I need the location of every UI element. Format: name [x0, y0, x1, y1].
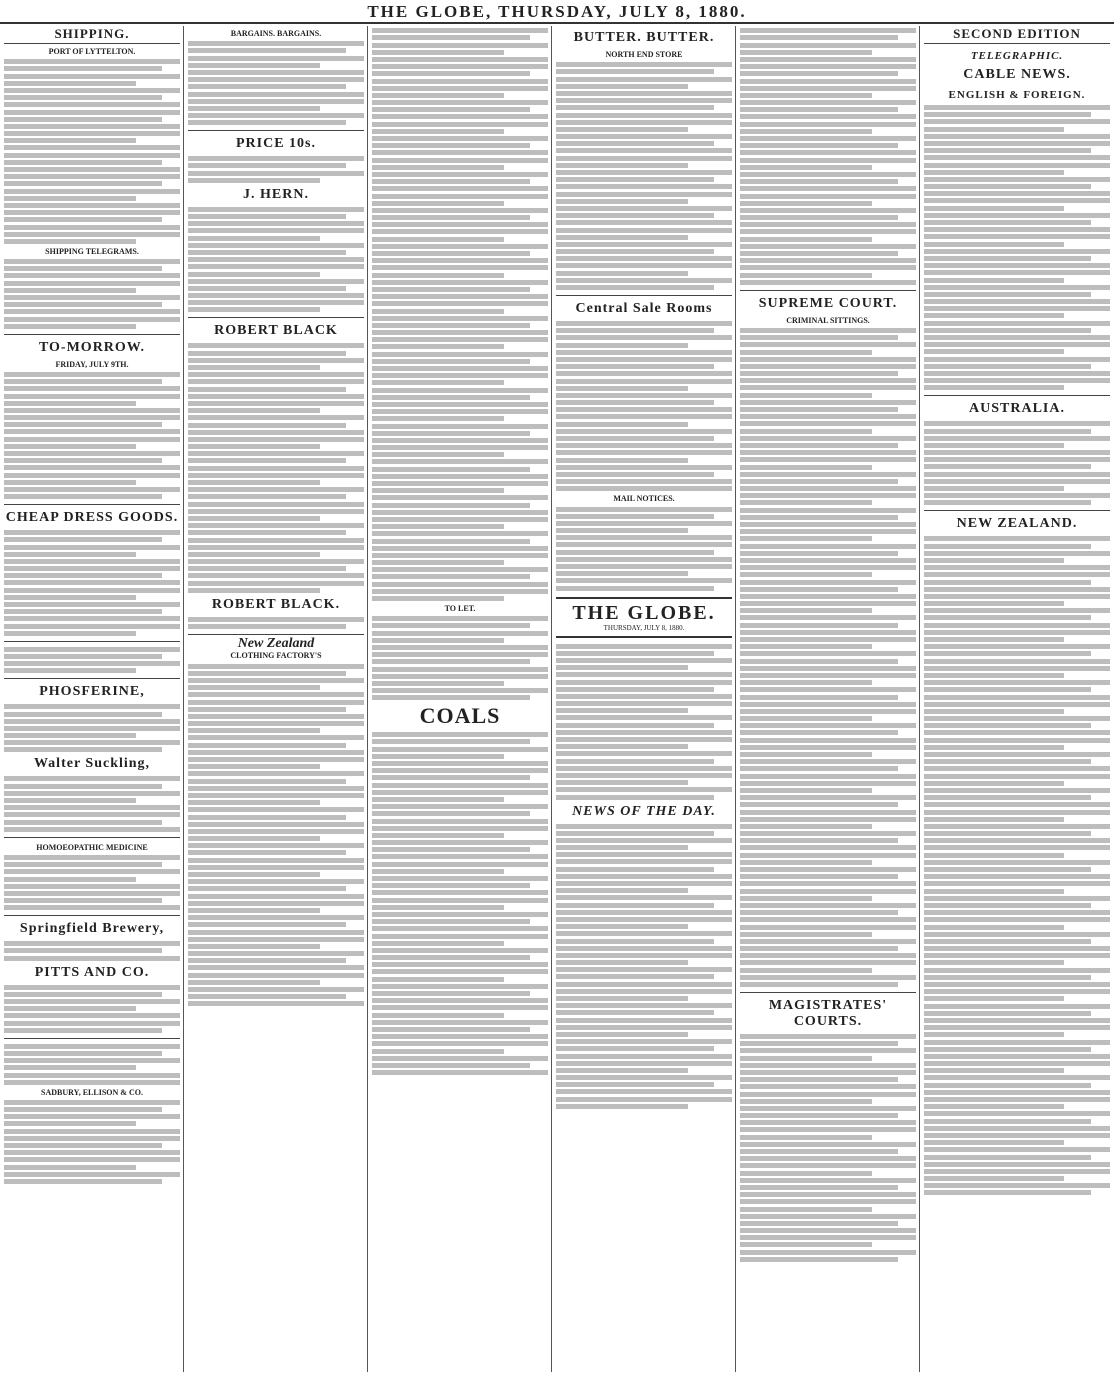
bargains-heading: BARGAINS. BARGAINS. — [230, 29, 322, 38]
sadbury-heading: SADBURY, ELLISON & CO. — [41, 1087, 143, 1097]
north-end-store-heading: NORTH END STORE — [605, 50, 683, 59]
butter-heading: BUTTER. BUTTER. — [573, 30, 715, 45]
column-5 — [740, 26, 916, 1372]
to-morrow-heading: TO-MORROW. — [38, 339, 146, 355]
second-edition-heading: SECOND EDITION — [924, 26, 1110, 44]
the-globe-date: THURSDAY, JULY 8, 1880. — [603, 623, 685, 632]
column-rule — [183, 26, 184, 1372]
column-4 — [556, 26, 732, 1372]
robert-black-heading: ROBERT BLACK — [214, 323, 338, 339]
australia-heading: AUSTRALIA. — [969, 401, 1065, 417]
column-rule — [551, 26, 552, 1372]
the-globe-title: THE GLOBE. — [572, 601, 716, 624]
to-let-heading: TO LET. — [444, 604, 476, 613]
cable-news-heading: CABLE NEWS. — [963, 67, 1071, 82]
central-sale-rooms-heading: Central Sale Rooms — [575, 301, 713, 316]
column-2 — [188, 26, 364, 1372]
column-3 — [372, 26, 548, 1372]
column-rule — [735, 26, 736, 1372]
magistrates-courts-heading: MAGISTRATES' COURTS. — [768, 998, 888, 1029]
price-heading: PRICE 10s. — [235, 136, 316, 152]
robert-black-2-heading: ROBERT BLACK. — [211, 596, 341, 612]
criminal-sittings-heading: CRIMINAL SITTINGS. — [786, 315, 870, 325]
coals-heading: COALS — [419, 703, 501, 729]
pitts-heading: PITTS AND CO. — [34, 964, 150, 980]
the-globe-banner — [556, 597, 732, 638]
column-rule — [919, 26, 920, 1372]
nz-clothing-heading-2: CLOTHING FACTORY'S — [230, 651, 322, 661]
shipping-telegrams-heading: SHIPPING TELEGRAMS. — [45, 246, 139, 256]
mail-notices-heading: MAIL NOTICES. — [613, 494, 675, 504]
new-zealand-heading: NEW ZEALAND. — [956, 516, 1078, 532]
springfield-heading: Springfield Brewery, — [19, 921, 165, 937]
newspaper-title: THE GLOBE, THURSDAY, JULY 8, 1880. — [367, 2, 747, 21]
masthead — [0, 0, 1114, 24]
walter-suckling-heading: Walter Suckling, — [33, 756, 151, 772]
port-heading: PORT OF LYTTELTON. — [48, 47, 136, 56]
phosferine-heading: PHOSFERINE, — [39, 684, 145, 700]
shipping-heading: SHIPPING. — [4, 26, 180, 44]
news-of-the-day-heading: NEWS OF THE DAY. — [572, 803, 716, 819]
nz-clothing-heading-1: New Zealand — [237, 636, 315, 651]
column-rule — [367, 26, 368, 1372]
homoeopathic-heading: HOMOEOPATHIC MEDICINE — [36, 842, 148, 852]
telegraphic-heading: TELEGRAPHIC. — [970, 50, 1064, 62]
cheap-dress-goods-heading: CHEAP DRESS GOODS. — [5, 510, 179, 526]
supreme-court-heading: SUPREME COURT. — [758, 295, 898, 311]
english-foreign-heading: ENGLISH & FOREIGN. — [948, 89, 1086, 101]
friday-date: FRIDAY, JULY 9TH. — [55, 359, 129, 369]
column-1 — [4, 26, 180, 1372]
hern-heading: J. HERN. — [243, 186, 309, 202]
column-6 — [924, 26, 1110, 1372]
